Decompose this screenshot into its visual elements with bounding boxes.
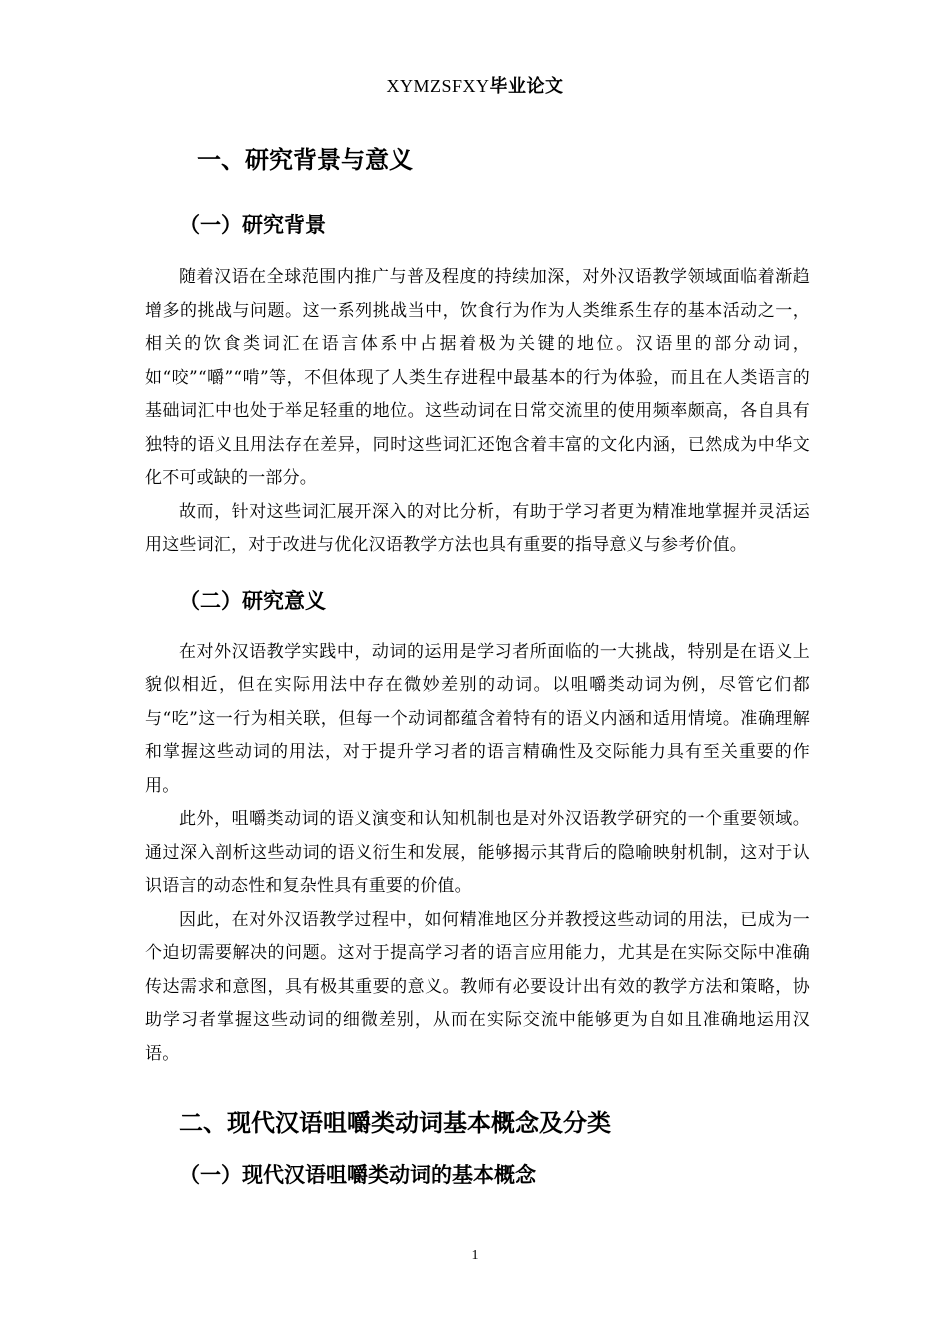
- section-1-1-title: （一）研究背景: [179, 213, 326, 237]
- spacer: [145, 1071, 810, 1105]
- spacer: [145, 241, 810, 261]
- spacer: [145, 178, 810, 209]
- section-2-1-title: （一）现代汉语咀嚼类动词的基本概念: [179, 1163, 536, 1187]
- section-2-title: 二、现代汉语咀嚼类动词基本概念及分类: [179, 1109, 611, 1137]
- spacer: [145, 617, 810, 636]
- header-code: XYMZSFXY: [386, 76, 490, 96]
- paragraph-1-1-2: 故而，针对这些词汇展开深入的对比分析，有助于学习者更为精准地掌握并灵活运用这些词汇，对于改进与优化汉语教学方法也具有重要的指导意义与参考价值。: [145, 501, 810, 555]
- spacer: [145, 563, 810, 585]
- paragraph-1-1-1: 随着汉语在全球范围内推广与普及程度的持续加深，对外汉语教学领域面临着渐趋增多的挑战与问题。这一系列挑战当中，饮食行为作为人类维系生存的基本活动之一，相关的饮食类词汇在语言体系中占据着极为关键的地位。汉语里的部分动词，如“咬”“嚼”“啃”等，不但体现了人类生存进程中最基本的行为体验，而且在人类语言的基础词汇中也处于举足轻重的地位。这些动词在日常交流里的使用频率颇高，各自具有独特的语义且用法存在差异，同时这些词汇还饱含着丰富的文化内涵，已然成为中华文化不可或缺的一部分。: [145, 267, 810, 488]
- document-body: [145, 142, 810, 1191]
- section-1-title: 一、研究背景与意义: [197, 146, 413, 174]
- header-title: 毕业论文: [489, 76, 564, 97]
- paragraph-1-2-1: 在对外汉语教学实践中，动词的运用是学习者所面临的一大挑战，特别是在语义上貌似相近，但在实际用法中存在微妙差别的动词。以咀嚼类动词为例，尽管它们都与“吃”这一行为相关联，但每一个动词都蕴含着特有的语义内涵和适用情境。准确理解和掌握这些动词的用法，对于提升学习者的语言精确性及交际能力具有至关重要的作用。: [145, 641, 810, 796]
- page-number: 1: [471, 1248, 479, 1263]
- paragraph-1-2-2: 此外，咀嚼类动词的语义演变和认知机制也是对外汉语教学研究的一个重要领域。通过深入剖析这些动词的语义衍生和发展，能够揭示其背后的隐喻映射机制，这对于认识语言的动态性和复杂性具有重要的价值。: [145, 809, 810, 896]
- paragraph-1-2-3: 因此，在对外汉语教学过程中，如何精准地区分并教授这些动词的用法，已成为一个迫切需要解决的问题。这对于提高学习者的语言应用能力，尤其是在实际交际中准确传达需求和意图，具有极其重要的意义。教师有必要设计出有效的教学方法和策略，协助学习者掌握这些动词的细微差别，从而在实际交流中能够更为自如且准确地运用汉语。: [145, 909, 810, 1064]
- page-header: [0, 72, 950, 98]
- section-1-2-title: （二）研究意义: [179, 588, 326, 613]
- spacer: [145, 1141, 810, 1159]
